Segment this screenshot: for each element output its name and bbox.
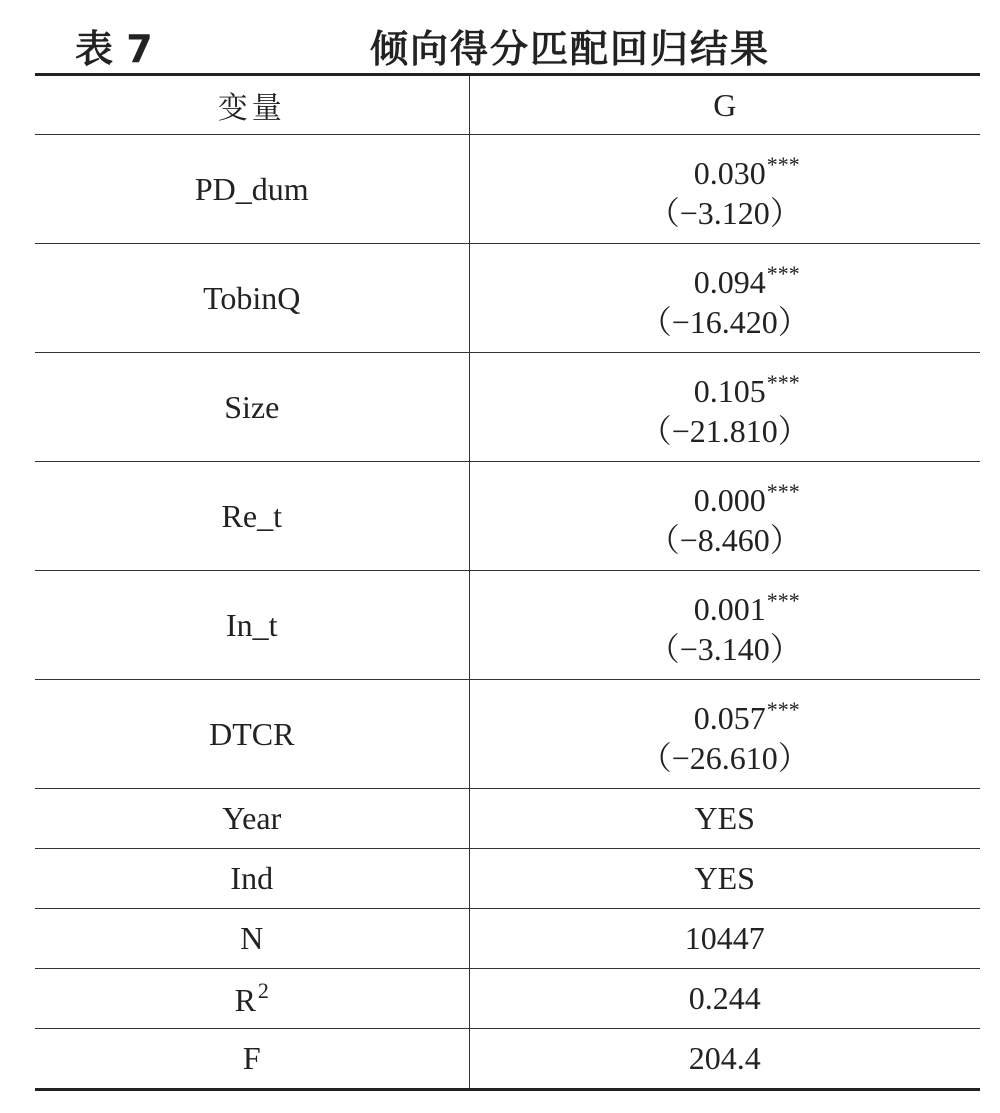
variable-name: TobinQ [35,244,469,353]
stat-value: YES [469,789,980,849]
table-row [35,789,980,849]
significance-stars: *** [766,370,800,395]
variable-name: PD_dum [35,135,469,244]
table-row [35,462,980,571]
table-row [35,1029,980,1090]
significance-stars: *** [766,152,800,177]
variable-name-cell [35,969,469,1029]
coefficient-cell [469,244,980,353]
coefficient-value: 0.105 [693,373,766,409]
coefficient-value: 0.001 [693,591,766,627]
regression-table [35,73,980,1091]
table-row [35,909,980,969]
coefficient-value: 0.094 [693,264,766,300]
significance-stars: *** [766,261,800,286]
coefficient-value: 0.030 [693,155,766,191]
table-row [35,849,980,909]
coefficient-cell [469,353,980,462]
table-title: 倾向得分匹配回归结果 [370,27,771,71]
coefficient-cell [469,135,980,244]
coefficient-cell [469,680,980,789]
table-row [35,135,980,244]
superscript: 2 [257,978,269,1003]
table-row [35,571,980,680]
stat-value: 10447 [469,909,980,969]
t-statistic: （−16.420） [639,304,810,340]
significance-stars: *** [766,697,800,722]
table-row [35,969,980,1029]
variable-name: Size [35,353,469,462]
coefficient-cell [469,462,980,571]
variable-name: R [234,982,256,1018]
coefficient-value: 0.057 [693,700,766,736]
table-row [35,680,980,789]
table-row [35,244,980,353]
significance-stars: *** [766,479,800,504]
variable-name: Re_t [35,462,469,571]
significance-stars: *** [766,588,800,613]
variable-name: DTCR [35,680,469,789]
variable-name: F [35,1029,469,1090]
table-header-row [35,75,980,135]
variable-name: N [35,909,469,969]
t-statistic: （−21.810） [639,413,810,449]
variable-name: Ind [35,849,469,909]
stat-value: 0.244 [469,969,980,1029]
stat-value: YES [469,849,980,909]
variable-name: In_t [35,571,469,680]
table-number: 表 7 [75,27,153,71]
table-caption [0,10,1000,72]
coefficient-value: 0.000 [693,482,766,518]
header-g: G [469,75,980,135]
stat-value: 204.4 [469,1029,980,1090]
t-statistic: （−26.610） [639,740,810,776]
table-row [35,353,980,462]
variable-name: Year [35,789,469,849]
coefficient-cell [469,571,980,680]
t-statistic: （−3.140） [647,631,802,667]
header-variable: 变量 [35,75,469,135]
t-statistic: （−8.460） [647,522,802,558]
t-statistic: （−3.120） [647,195,802,231]
